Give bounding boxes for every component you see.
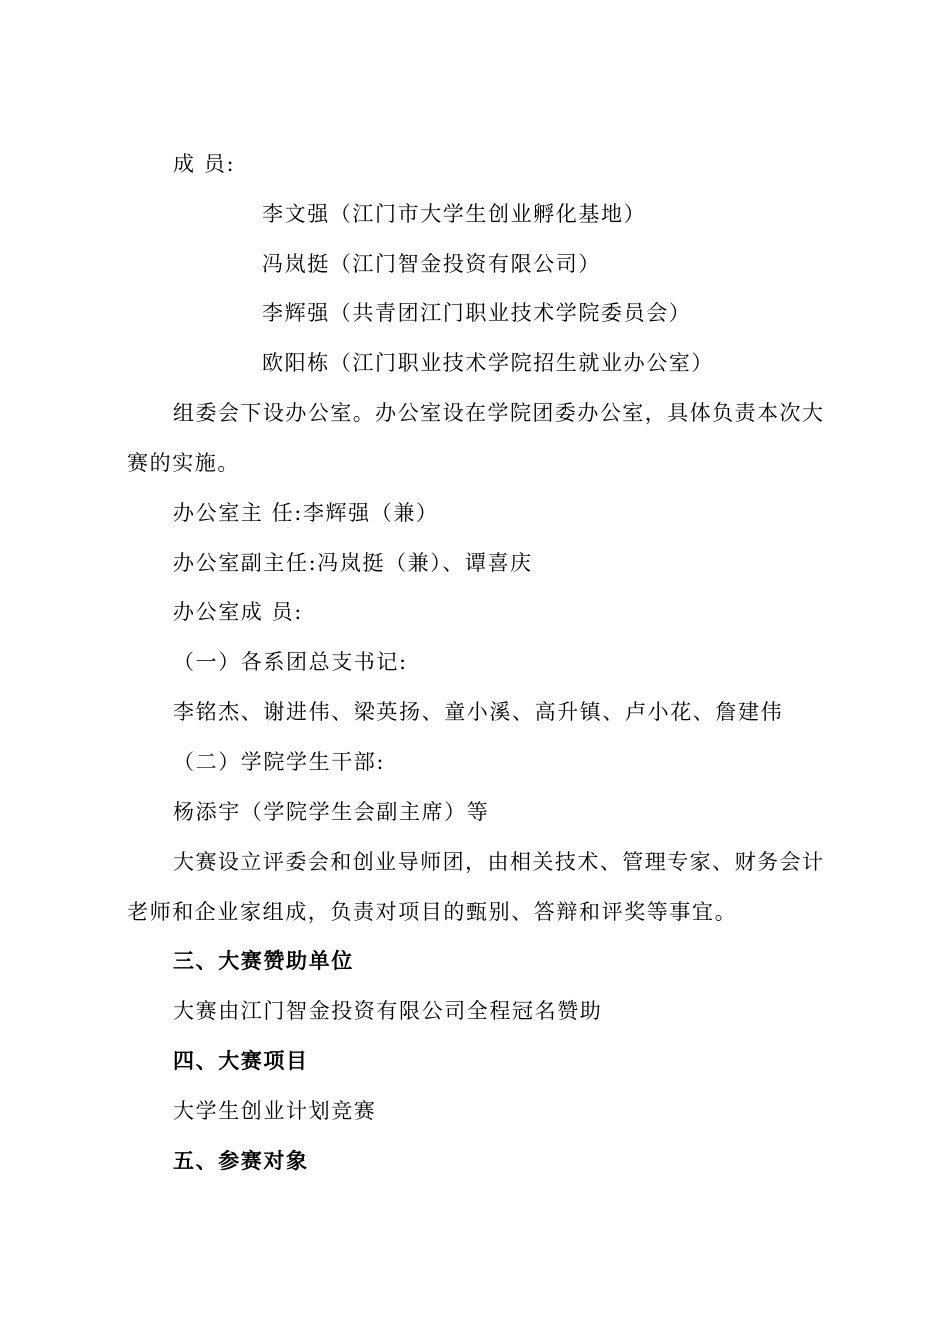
office-deputy-director: 办公室副主任:冯岚挺（兼）、谭喜庆	[173, 551, 533, 575]
section5-heading: 五、参赛对象	[173, 1149, 309, 1173]
group2-names: 杨添宇（学院学生会副主席）等	[173, 800, 490, 824]
section4-text: 大学生创业计划竞赛	[173, 1099, 377, 1123]
group2-label: （二）学院学生干部:	[173, 750, 386, 774]
member-item: 欧阳栋（江门职业技术学院招生就业办公室）	[262, 351, 714, 375]
group1-names: 李铭杰、谢进伟、梁英扬、童小溪、高升镇、卢小花、詹建伟	[173, 700, 784, 724]
office-paragraph-line1: 组委会下设办公室。办公室设在学院团委办公室，具体负责本次大	[173, 401, 823, 425]
section3-heading: 三、大赛赞助单位	[173, 949, 354, 973]
judges-paragraph-line2: 老师和企业家组成，负责对项目的甄别、答辩和评奖等事宜。	[127, 900, 738, 924]
office-members-label: 办公室成 员:	[173, 600, 303, 624]
group1-label: （一）各系团总支书记:	[173, 650, 408, 674]
members-label: 成 员:	[173, 152, 236, 176]
section3-text: 大赛由江门智金投资有限公司全程冠名赞助	[173, 999, 603, 1023]
judges-paragraph-line1: 大赛设立评委会和创业导师团，由相关技术、管理专家、财务会计	[173, 850, 823, 874]
section4-heading: 四、大赛项目	[173, 1049, 309, 1073]
member-item: 李文强（江门市大学生创业孵化基地）	[262, 202, 647, 226]
office-director: 办公室主 任:李辉强（兼）	[173, 501, 439, 525]
office-paragraph-line2: 赛的实施。	[127, 451, 240, 475]
member-item: 冯岚挺（江门智金投资有限公司）	[262, 252, 601, 276]
member-item: 李辉强（共青团江门职业技术学院委员会）	[262, 301, 692, 325]
